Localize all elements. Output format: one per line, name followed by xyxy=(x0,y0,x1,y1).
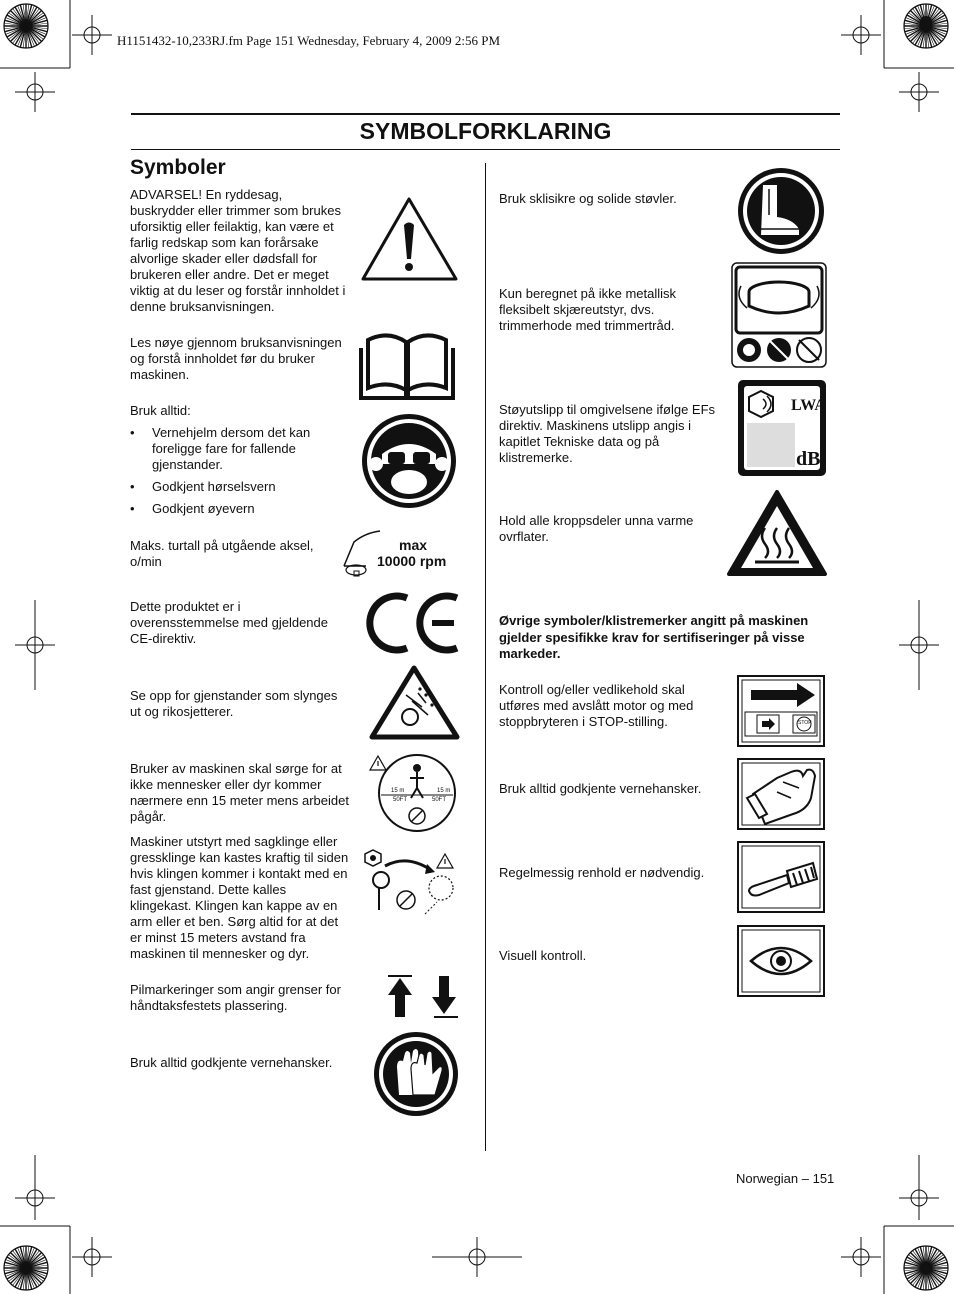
ppe-helmet-item: • Vernehjelm dersom det kan foreligge fare for fallende gjenstander. xyxy=(130,425,330,473)
distance-ft-left: 50FT xyxy=(393,797,408,803)
eye-visual-check-icon xyxy=(737,925,825,997)
title-rule-bottom xyxy=(131,149,840,150)
distance-ft-right: 50FT xyxy=(432,797,447,803)
ce-mark-icon xyxy=(366,592,461,654)
cleaning-text: Regelmessig renhold er nødvendig. xyxy=(499,865,705,880)
gloves-text-left: Bruk alltid godkjente vernehansker. xyxy=(130,1055,333,1070)
helmet-goggles-hearing-icon xyxy=(360,412,460,512)
thrown-objects-text: Se opp for gjenstander som slynges ut og rikosjetterer. xyxy=(130,688,338,719)
trimmer-head-only-icon xyxy=(731,262,827,368)
title-rule-top xyxy=(131,113,840,115)
maintenance-text: Kontroll og/eller vedlikehold skal utføres med avslått motor og med stoppbryteren i STOP-stilling. xyxy=(499,682,694,729)
safety-boots-icon xyxy=(737,167,825,255)
glove-icon xyxy=(737,758,825,830)
distance-m-left: 15 m xyxy=(391,788,405,794)
page-title: SYMBOLFORKLARING xyxy=(359,118,612,144)
read-manual-text: Les nøye gjennom bruksanvisningen og forstå innholdet før du bruker maskinen. xyxy=(130,335,342,382)
noise-text: Støyutslipp til omgivelsene ifølge EFs direktiv. Maskinens utslipp angis i kapitlet Tekniske data og på klistremerke. xyxy=(499,402,716,465)
ce-text: Dette produktet er i overensstemmelse med gjeldende CE-direktiv. xyxy=(130,599,328,646)
maintenance-stop-icon xyxy=(737,675,825,747)
ppe-eye-item: • Godkjent øyevern xyxy=(130,501,330,517)
manual-book-icon xyxy=(358,328,458,403)
hot-surface-text: Hold alle kroppsdeler unna varme ovrflater. xyxy=(499,513,694,544)
page-footer: Norwegian – 151 xyxy=(736,1171,835,1186)
ppe-list xyxy=(130,425,330,523)
boots-text: Bruk sklisikre og solide støvler. xyxy=(499,191,677,206)
rpm-label: 10000 rpm xyxy=(377,553,447,569)
thrown-objects-warning-icon xyxy=(370,665,460,741)
distance-m-right: 15 m xyxy=(437,788,451,794)
file-info-header: H1151432-10,233RJ.fm Page 151 Wednesday, February 4, 2009 2:56 PM xyxy=(117,33,501,48)
noise-lwa-label: LWA xyxy=(791,397,826,414)
noise-db-label: dB xyxy=(796,448,821,470)
cleaning-brush-icon xyxy=(737,841,825,913)
distance-text: Bruker av maskinen skal sørge for at ikke mennesker eller dyr kommer nærmere enn 15 meter mens arbeidet pågår. xyxy=(130,761,349,824)
handle-arrows-text: Pilmarkeringer som angir grenser for håndtaksfestets plassering. xyxy=(130,982,341,1013)
section-title: Symboler xyxy=(130,156,226,179)
stop-label: STOP xyxy=(798,720,812,726)
visual-check-text: Visuell kontroll. xyxy=(499,948,587,963)
handle-position-arrows-icon xyxy=(384,973,464,1021)
max-speed-text: Maks. turtall på utgående aksel, o/min xyxy=(130,538,314,569)
kickback-icon xyxy=(365,848,460,918)
gloves-round-icon xyxy=(373,1031,459,1117)
kickback-text-body: Maskiner utstyrt med sagklinge eller gressklinge kan kastes kraftig til siden hvis klingen kommer i kontakt med en fast gjenstand. Dette kalles klingekast. Klingen kan kappe av en arm eller et ben. Sørg altid for at det er minst 15 meters avstand fra maskinen til mennesker og dyr. xyxy=(130,834,349,961)
ppe-hearing-item: • Godkjent hørselsvern xyxy=(130,479,330,495)
gloves-text-right: Bruk alltid godkjente vernehansker. xyxy=(499,781,702,796)
column-divider xyxy=(485,163,486,1151)
other-symbols-note: Øvrige symboler/klistremerker angitt på maskinen gjelder spesifikke krav for sertifiseringer på visse markeder. xyxy=(499,613,809,661)
warning-text: ADVARSEL! En ryddesag, buskrydder eller trimmer som brukes uforsiktig eller feilaktig, kan være et farlig redskap som kan forårsake alvorlige skader eller dødsfall for brukeren eller andre. Det er meget viktig at du leser og forstår innholdet i denne bruksanvisningen. xyxy=(130,187,346,314)
always-use-label: Bruk alltid: xyxy=(130,403,191,418)
hot-surface-warning-icon xyxy=(725,488,829,580)
warning-triangle-icon xyxy=(360,195,460,285)
trimmer-text: Kun beregnet på ikke metallisk fleksibelt skjæreutstyr, dvs. trimmerhode med trimmertråd. xyxy=(499,286,677,333)
max-label: max xyxy=(399,537,428,553)
max-rpm-shaft-icon xyxy=(340,528,380,578)
